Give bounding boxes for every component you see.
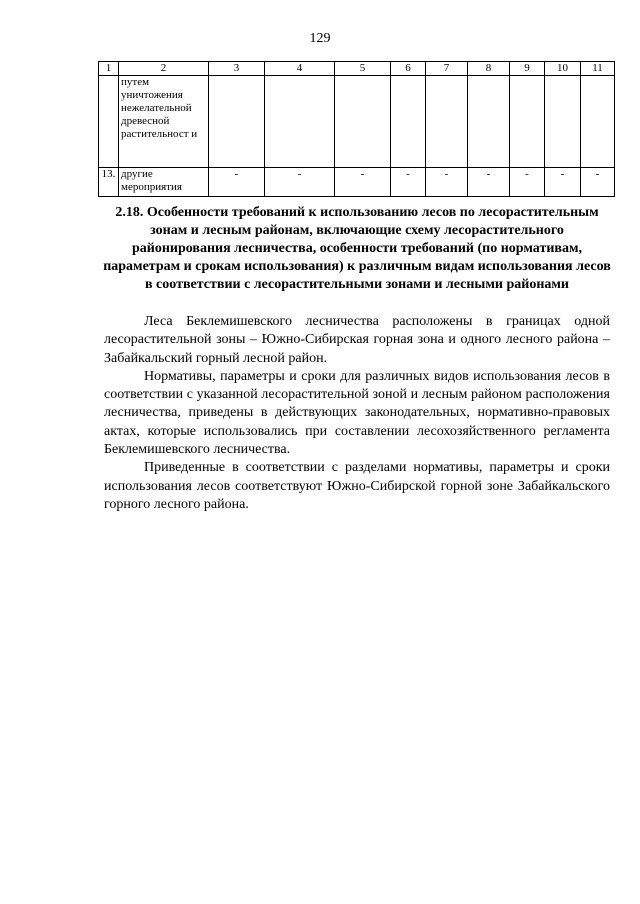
table-cell xyxy=(265,76,335,168)
table-cell xyxy=(426,76,468,168)
page-number: 129 xyxy=(309,31,331,46)
table-cell xyxy=(510,76,545,168)
table-cell: - xyxy=(545,168,581,197)
table-cell: - xyxy=(335,168,391,197)
table-header-cell: 7 xyxy=(426,62,468,76)
paragraph: Леса Беклемишевского лесничества расположены в границах одной лесорастительной зоны – Южно-Сибирская горная зона и одного лесного района – Забайкальский горный лесной район. xyxy=(104,314,610,366)
table-cell: - xyxy=(391,168,426,197)
table-cell: - xyxy=(468,168,510,197)
row-number-cell: 13. xyxy=(99,168,119,197)
row-name-cell: путем уничтожения нежелательной древесной растительност и xyxy=(119,76,209,168)
section-title: 2.18. Особенности требований к использованию лесов по лесорастительным зонам и лесным районам, включающие схему лесорастительного районирования лесничества, особенности требований (по нормативам, параметрам и срокам использования) к различным видам использования лесов в соответствии с лесорастительными зонами и лесными районами xyxy=(103,205,611,292)
table-header-cell: 11 xyxy=(581,62,615,76)
table-header-cell: 2 xyxy=(119,62,209,76)
paragraph: Нормативы, параметры и сроки для различных видов использования лесов в соответствии с указанной лесорастительной зоной и лесным районом расположения лесничества, приведены в действующих законодательных, нормативно-правовых актах, которые использовались при составлении лесохозяйственного регламента Беклемишевского лесничества. xyxy=(104,368,610,458)
table-header-cell: 1 xyxy=(99,62,119,76)
table-row xyxy=(99,168,615,197)
table-cell: - xyxy=(581,168,615,197)
table-cell xyxy=(468,76,510,168)
table-header-cell: 4 xyxy=(265,62,335,76)
table-header-cell: 10 xyxy=(545,62,581,76)
paragraph: Приведенные в соответствии с разделами нормативы, параметры и сроки использования лесов соответствуют Южно-Сибирской горной зоне Забайкальского горного лесного района. xyxy=(104,460,610,512)
table-cell xyxy=(335,76,391,168)
table-cell: - xyxy=(265,168,335,197)
table-header-cell: 5 xyxy=(335,62,391,76)
table-cell xyxy=(391,76,426,168)
table-row xyxy=(99,76,615,168)
table-header-cell: 6 xyxy=(391,62,426,76)
table-cell xyxy=(545,76,581,168)
table-cell xyxy=(581,76,615,168)
table-header-row xyxy=(99,62,615,76)
table-header-cell: 9 xyxy=(510,62,545,76)
table-cell: - xyxy=(510,168,545,197)
table-header-cell: 8 xyxy=(468,62,510,76)
table-cell xyxy=(209,76,265,168)
section-body xyxy=(104,313,610,514)
row-number-cell xyxy=(99,76,119,168)
table-cell: - xyxy=(426,168,468,197)
data-table xyxy=(98,61,615,197)
table-cell: - xyxy=(209,168,265,197)
row-name-cell: другие мероприятия xyxy=(119,168,209,197)
table-header-cell: 3 xyxy=(209,62,265,76)
